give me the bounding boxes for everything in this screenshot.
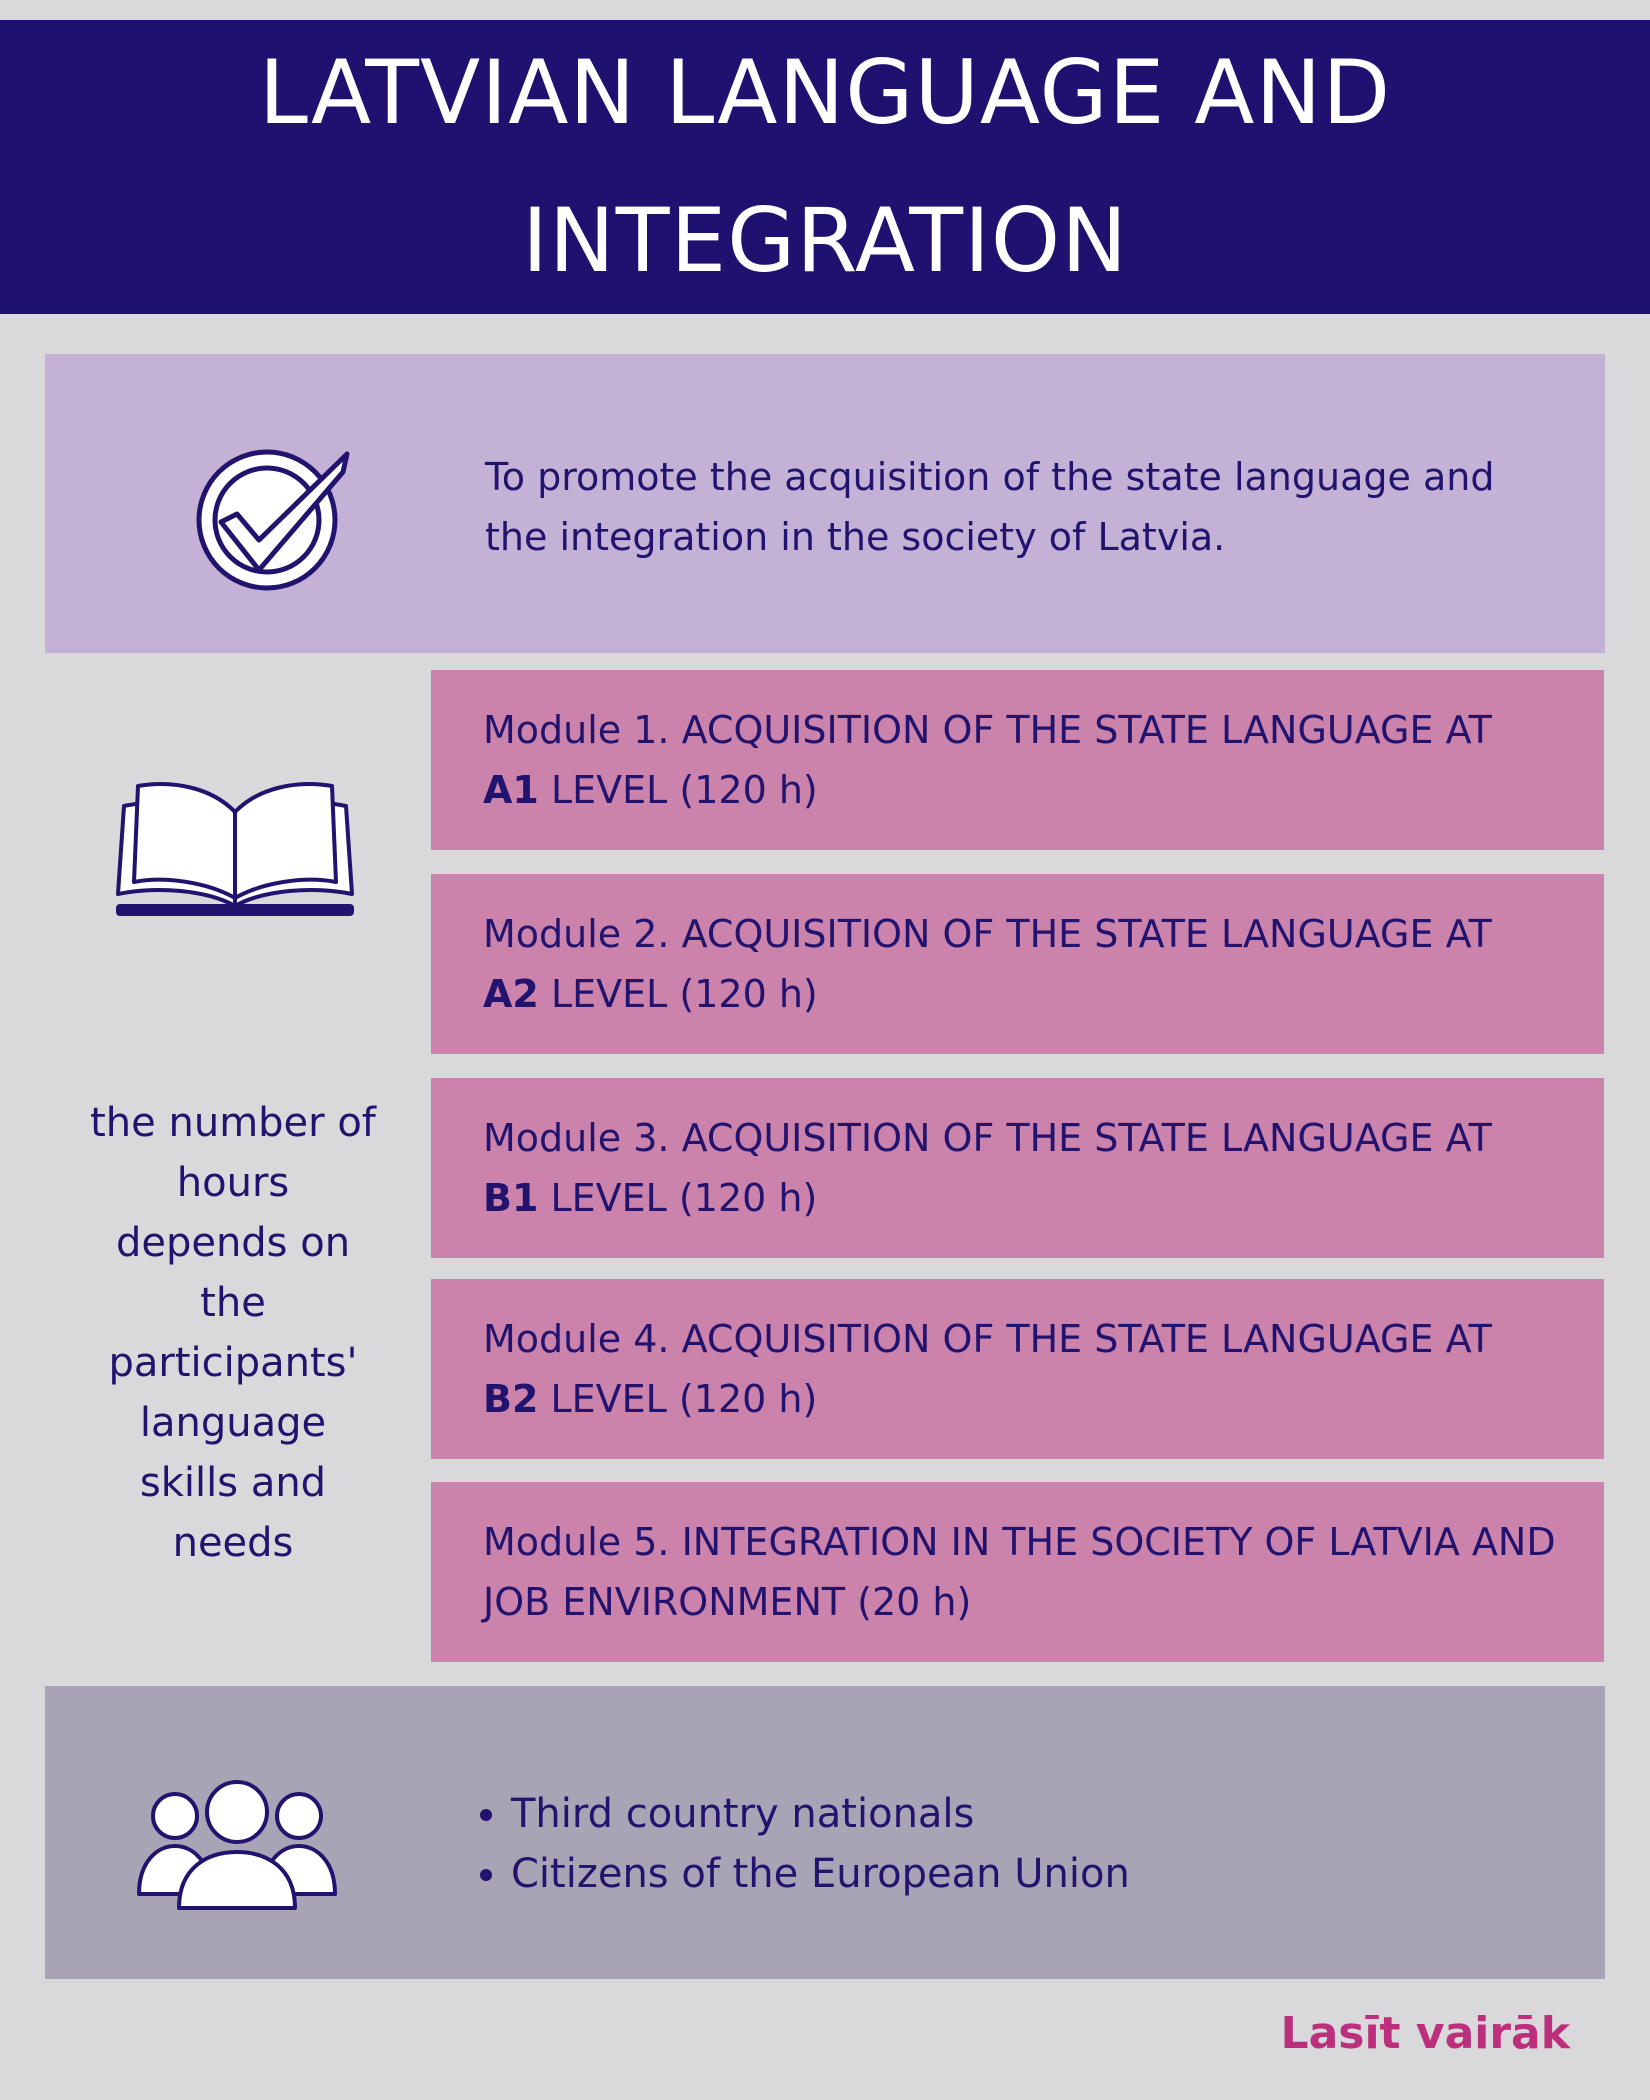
module-2 <box>431 874 1604 1054</box>
module-1 <box>431 670 1604 850</box>
module-1-text <box>483 700 1593 820</box>
module-5 <box>431 1482 1604 1662</box>
module-2-title: Module 2. ACQUISITION OF THE STATE LANGUAGE AT <box>483 912 1492 956</box>
open-book-icon <box>112 778 358 920</box>
title-line-2: INTEGRATION <box>521 189 1129 292</box>
module-4-hours: LEVEL (120 h) <box>550 1377 818 1421</box>
list-item: • Third country nationals <box>511 1784 1130 1844</box>
list-item: • Citizens of the European Union <box>511 1844 1130 1904</box>
module-3-text <box>483 1108 1593 1228</box>
module-5-text: Module 5. INTEGRATION IN THE SOCIETY OF LATVIA AND JOB ENVIRONMENT (20 h) <box>483 1520 1556 1624</box>
module-3-level: B1 <box>483 1176 539 1220</box>
check-circle-icon <box>195 442 351 598</box>
module-1-title: Module 1. ACQUISITION OF THE STATE LANGUAGE AT <box>483 708 1492 752</box>
audience-list <box>455 1784 1130 1904</box>
module-4 <box>431 1279 1604 1459</box>
module-2-text <box>483 904 1593 1024</box>
page-header <box>0 20 1650 314</box>
module-3 <box>431 1078 1604 1258</box>
hours-note: the number of hours depends on the participants' language skills and needs <box>90 1100 376 1566</box>
page-title <box>145 19 1505 315</box>
people-group-icon <box>137 1778 337 1910</box>
module-3-hours: LEVEL (120 h) <box>550 1176 818 1220</box>
module-2-level: A2 <box>483 972 539 1016</box>
read-more-link[interactable]: Lasīt vairāk <box>1280 2008 1570 2059</box>
module-4-title: Module 4. ACQUISITION OF THE STATE LANGUAGE AT <box>483 1317 1492 1361</box>
title-line-1: LATVIAN LANGUAGE AND <box>258 41 1392 144</box>
module-4-level: B2 <box>483 1377 539 1421</box>
module-3-title: Module 3. ACQUISITION OF THE STATE LANGUAGE AT <box>483 1116 1492 1160</box>
audience-panel <box>45 1686 1605 1979</box>
aim-text: To promote the acquisition of the state language and the integration in the society of Latvia. <box>485 455 1495 559</box>
module-1-hours: LEVEL (120 h) <box>550 768 818 812</box>
module-4-text <box>483 1309 1593 1429</box>
aim-panel <box>45 354 1605 653</box>
module-1-level: A1 <box>483 768 539 812</box>
module-2-hours: LEVEL (120 h) <box>550 972 818 1016</box>
